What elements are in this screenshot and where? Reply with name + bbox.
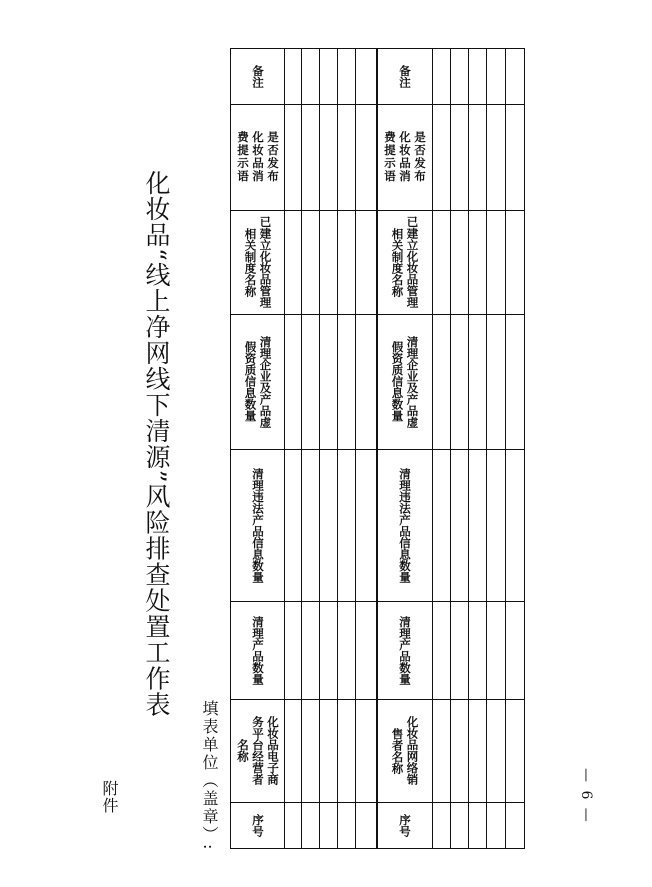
table-border-bottom (230, 848, 525, 849)
risk-worksheet-table (230, 48, 525, 849)
header-cleaned-products: 清理产品数量 (398, 615, 412, 685)
header-seq: 序号 (398, 813, 412, 837)
header-consumer-notice: 是否发布 化妆品消 费提示语 (236, 131, 280, 183)
row-divider (319, 48, 320, 849)
header-seq: 序号 (251, 813, 265, 837)
row-divider (505, 48, 506, 849)
row-divider (450, 48, 451, 849)
row-divider (284, 48, 285, 849)
fill-unit-label: 填表单位（盖章）: (200, 700, 219, 852)
header-online-seller-name: 化妆品网络销 售者名称 (390, 716, 420, 785)
attachment-label: 附件 (100, 780, 119, 814)
header-cleaned-products: 清理产品数量 (251, 615, 265, 685)
header-consumer-notice: 是否发布 化妆品消 费提示语 (383, 131, 427, 183)
header-false-qualification-info: 清理企业及产品虚 假资质信息数量 (243, 335, 273, 428)
row-divider (355, 48, 356, 849)
header-false-qualification-info: 清理企业及产品虚 假资质信息数量 (390, 335, 420, 428)
row-divider (432, 48, 433, 849)
row-divider (301, 48, 302, 849)
row-divider (468, 48, 469, 849)
header-management-system: 已建立化妆品管理 相关制度名称 (243, 216, 273, 308)
header-remarks: 备注 (251, 64, 265, 88)
header-illegal-product-info: 清理违法产品信息数量 (251, 467, 265, 583)
header-illegal-product-info: 清理违法产品信息数量 (398, 467, 412, 583)
row-divider (486, 48, 487, 849)
header-platform-operator-name: 化妆品电子商 务平台经营者 名称 (236, 716, 280, 785)
header-management-system: 已建立化妆品管理 相关制度名称 (390, 216, 420, 308)
header-remarks: 备注 (398, 64, 412, 88)
page-number: — 6 — (578, 768, 594, 824)
page-title: 化妆品“线上净网线下清源”风险排查处置工作表 (142, 170, 171, 718)
table-border-right (524, 48, 525, 849)
row-divider (337, 48, 338, 849)
